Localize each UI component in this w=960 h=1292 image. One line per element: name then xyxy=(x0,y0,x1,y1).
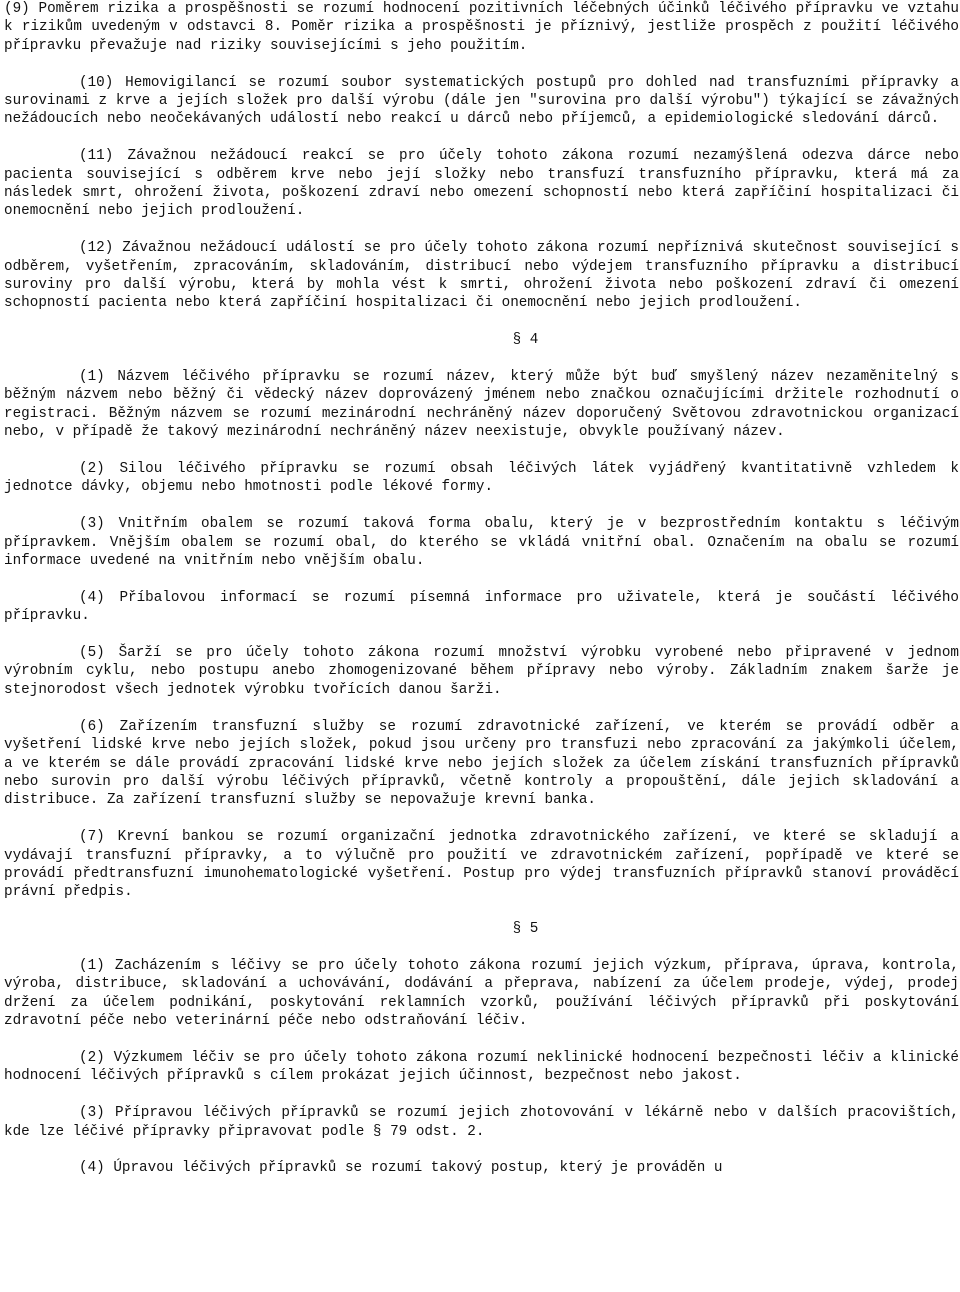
s4-paragraph-7: (7) Krevní bankou se rozumí organizační jednotka zdravotnického zařízení, ve které se skladují a vydávají transfuzní přípravky, a to výlučně pro použití ve zdravotnickém zařízení, popřípadě ve které se provádí předtransfuzní imunohematologické vyšetření. Postup pro výdej transfuzních přípravků stanoví prováděcí právní předpis. xyxy=(4,829,959,901)
section-5-heading: § 5 xyxy=(512,921,539,938)
s4-paragraph-5: (5) Šarží se pro účely tohoto zákona rozumí množství výrobku vyrobené nebo připravené v jednom výrobním cyklu, nebo postupu anebo zhomogenizované během přípravy nebo výroby. Základním znakem šarže je stejnorodost všech jednotek výrobku tvořících danou šarži. xyxy=(4,645,959,698)
s5-paragraph-2: (2) Výzkumem léčiv se pro účely tohoto zákona rozumí neklinické hodnocení bezpečnosti léčiv a klinické hodnocení léčivých přípravků s cílem prokázat jejich účinnost, bezpečnost nebo jakost. xyxy=(4,1049,959,1085)
s5-paragraph-1: (1) Zacházením s léčivy se pro účely tohoto zákona rozumí jejich výzkum, příprava, úprava, kontrola, výroba, distribuce, skladování a uchovávání, dodávání a přeprava, nabízení za účelem prodeje, výdej, prodej držení za účelem podnikání, poskytování reklamních vzorků, používání léčivých přípravků při poskytování zdravotní péče nebo veterinární péče nebo odstraňování léčiv. xyxy=(4,957,959,1030)
s4-paragraph-3: (3) Vnitřním obalem se rozumí taková forma obalu, který je v bezprostředním kontaktu s léčivým přípravkem. Vnějším obalem se rozumí obal, do kterého se vkládá vnitřní obal. Označením na obalu se rozumí informace uvedené na vnitřním nebo vnějším obalu. xyxy=(4,516,959,570)
paragraph-11: (11) Závažnou nežádoucí reakcí se pro účely tohoto zákona rozumí nezamýšlená odezva dárce nebo pacienta související s odběrem krve nebo její složky nebo transfuzí transfuzního přípravku, která má za následek smrt, ohrožení života, poškození zdraví nebo omezení schopností nebo která zapříčiní hospitalizaci či onemocnění nebo jejich prodloužení. xyxy=(4,148,959,220)
paragraph-9: (9) Poměrem rizika a prospěšnosti se rozumí hodnocení pozitivních léčebných účinků léčivého přípravku ve vztahu k rizikům uvedeným v odstavci 8. Poměr rizika a prospěšnosti je příznivý, jestliže prospěch z použití léčivého přípravku převažuje nad riziky souvisejícími s jeho použitím. xyxy=(4,1,959,54)
s5-paragraph-4: (4) Úpravou léčivých přípravků se rozumí takový postup, který je prováděn u xyxy=(79,1160,723,1177)
s4-paragraph-4: (4) Příbalovou informací se rozumí písemná informace pro uživatele, která je součástí léčivého přípravku. xyxy=(4,589,959,625)
paragraph-10: (10) Hemovigilancí se rozumí soubor systematických postupů pro dohled nad transfuzními přípravky a surovinami z krve a jejích složek pro další výrobu (dále jen "surovina pro další výrobu") týkající se závažných nežádoucích nebo neočekávaných událostí nebo reakcí u dárců nebo příjemců, a epidemiologické sledování dárců. xyxy=(4,74,959,128)
s4-paragraph-2: (2) Silou léčivého přípravku se rozumí obsah léčivých látek vyjádřený kvantitativně vzhledem k jednotce dávky, objemu nebo hmotnosti podle lékové formy. xyxy=(4,461,959,496)
paragraph-12: (12) Závažnou nežádoucí událostí se pro účely tohoto zákona rozumí nepříznivá skutečnost související s odběrem, vyšetřením, zpracováním, skladováním, distribucí nebo výdejem transfuzního přípravku a distribucí suroviny pro další výrobu, která by mohla vést k smrti, ohrožení života nebo poškození zdraví či omezení schopností pacienta nebo která zapříčiní hospitalizaci či onemocnění nebo jejich prodloužení. xyxy=(4,240,959,312)
s4-paragraph-1: (1) Názvem léčivého přípravku se rozumí název, který může být buď smyšlený název nezaměnitelný s běžným názvem nebo běžný či vědecký název doprovázený jménem nebo značkou označujícími držitele rozhodnutí o registraci. Běžným názvem se rozumí mezinárodní nechráněný název doporučený Světovou zdravotnickou organizací nebo, v případě že takový mezinárodní nechráněný název neexistuje, obvykle používaný název. xyxy=(4,369,959,441)
s5-paragraph-3: (3) Přípravou léčivých přípravků se rozumí jejich zhotovování v lékárně nebo v dalších pracovištích, kde lze léčivé přípravky připravovat podle § 79 odst. 2. xyxy=(4,1105,959,1140)
section-4-heading: § 4 xyxy=(512,332,539,349)
document-page xyxy=(4,0,959,1178)
s4-paragraph-6: (6) Zařízením transfuzní služby se rozumí zdravotnické zařízení, ve kterém se provádí odběr a vyšetření lidské krve nebo jejích složek, pokud jsou určeny pro transfuzi nebo zpracování za jakýmkoli účelem, a ve kterém se dále provádí zpracování lidské krve nebo jejích složek za účelem získání transfuzních přípravků nebo surovin pro další výrobu léčivých přípravků, včetně kontroly a propouštění, dále jejich skladování a distribuce. Za zařízení transfuzní služby se nepovažuje krevní banka. xyxy=(4,718,959,809)
